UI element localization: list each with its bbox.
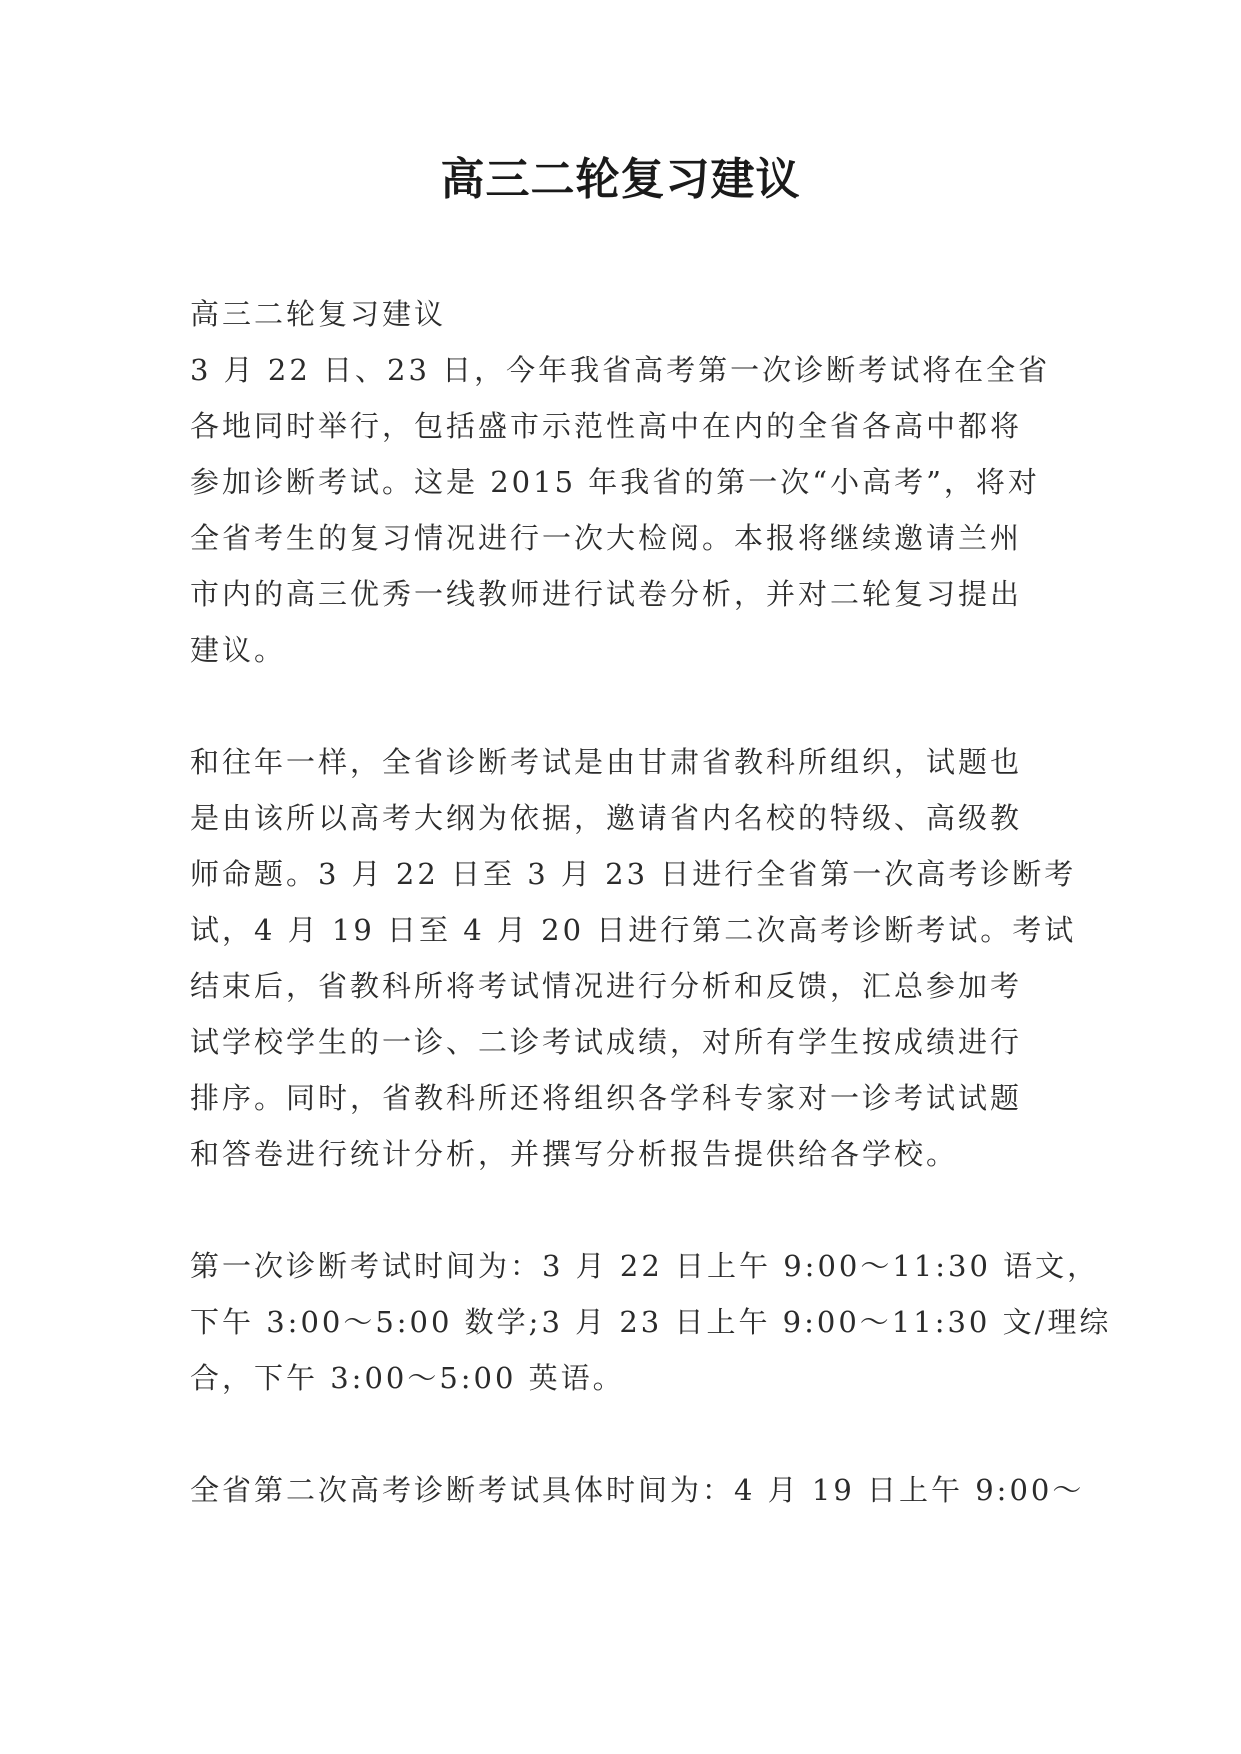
paragraph-line: 市内的高三优秀一线教师进行试卷分析，并对二轮复习提出 <box>190 577 1023 611</box>
paragraph-spacer <box>190 1182 1052 1238</box>
paragraph-line: 试学校学生的一诊、二诊考试成绩，对所有学生按成绩进行 <box>190 1025 1023 1059</box>
paragraph-line: 和答卷进行统计分析，并撰写分析报告提供给各学校。 <box>190 1137 959 1171</box>
paragraph-4 <box>190 1462 1085 1518</box>
paragraph-3 <box>190 1238 1112 1406</box>
paragraph-line: 结束后，省教科所将考试情况进行分析和反馈，汇总参加考 <box>190 969 1023 1003</box>
paragraph-line: 和往年一样，全省诊断考试是由甘肃省教科所组织，试题也 <box>190 745 1023 779</box>
paragraph-line: 第一次诊断考试时间为：3 月 22 日上午 9:00～11:30 语文， <box>190 1249 1100 1283</box>
paragraph-line: 全省第二次高考诊断考试具体时间为：4 月 19 日上午 9:00～ <box>190 1473 1085 1507</box>
paragraph-line: 合，下午 3:00～5:00 英语。 <box>190 1361 625 1395</box>
paragraph-line: 排序。同时，省教科所还将组织各学科专家对一诊考试试题 <box>190 1081 1023 1115</box>
paragraph-2 <box>190 734 1077 1182</box>
paragraph-line: 下午 3:00～5:00 数学;3 月 23 日上午 9:00～11:30 文/理综 <box>190 1305 1112 1339</box>
paragraph-line: 建议。 <box>190 633 287 667</box>
paragraph-line: 3 月 22 日、23 日，今年我省高考第一次诊断考试将在全省 <box>190 353 1051 387</box>
paragraph-line: 师命题。3 月 22 日至 3 月 23 日进行全省第一次高考诊断考 <box>190 857 1077 891</box>
paragraph-spacer <box>190 1406 1052 1462</box>
paragraph-line: 是由该所以高考大纲为依据，邀请省内名校的特级、高级教 <box>190 801 1023 835</box>
paragraph-line: 参加诊断考试。这是 2015 年我省的第一次“小高考”，将对 <box>190 465 1040 499</box>
paragraph-spacer <box>190 678 1052 734</box>
document-subtitle: 高三二轮复习建议 <box>190 297 447 331</box>
document-body <box>190 286 1112 1518</box>
paragraph-line: 各地同时举行，包括盛市示范性高中在内的全省各高中都将 <box>190 409 1023 443</box>
paragraph-1 <box>190 342 1052 678</box>
paragraph-line: 全省考生的复习情况进行一次大检阅。本报将继续邀请兰州 <box>190 521 1023 555</box>
paragraph-line: 试，4 月 19 日至 4 月 20 日进行第二次高考诊断考试。考试 <box>190 913 1077 947</box>
page-title: 高三二轮复习建议 <box>440 154 801 205</box>
